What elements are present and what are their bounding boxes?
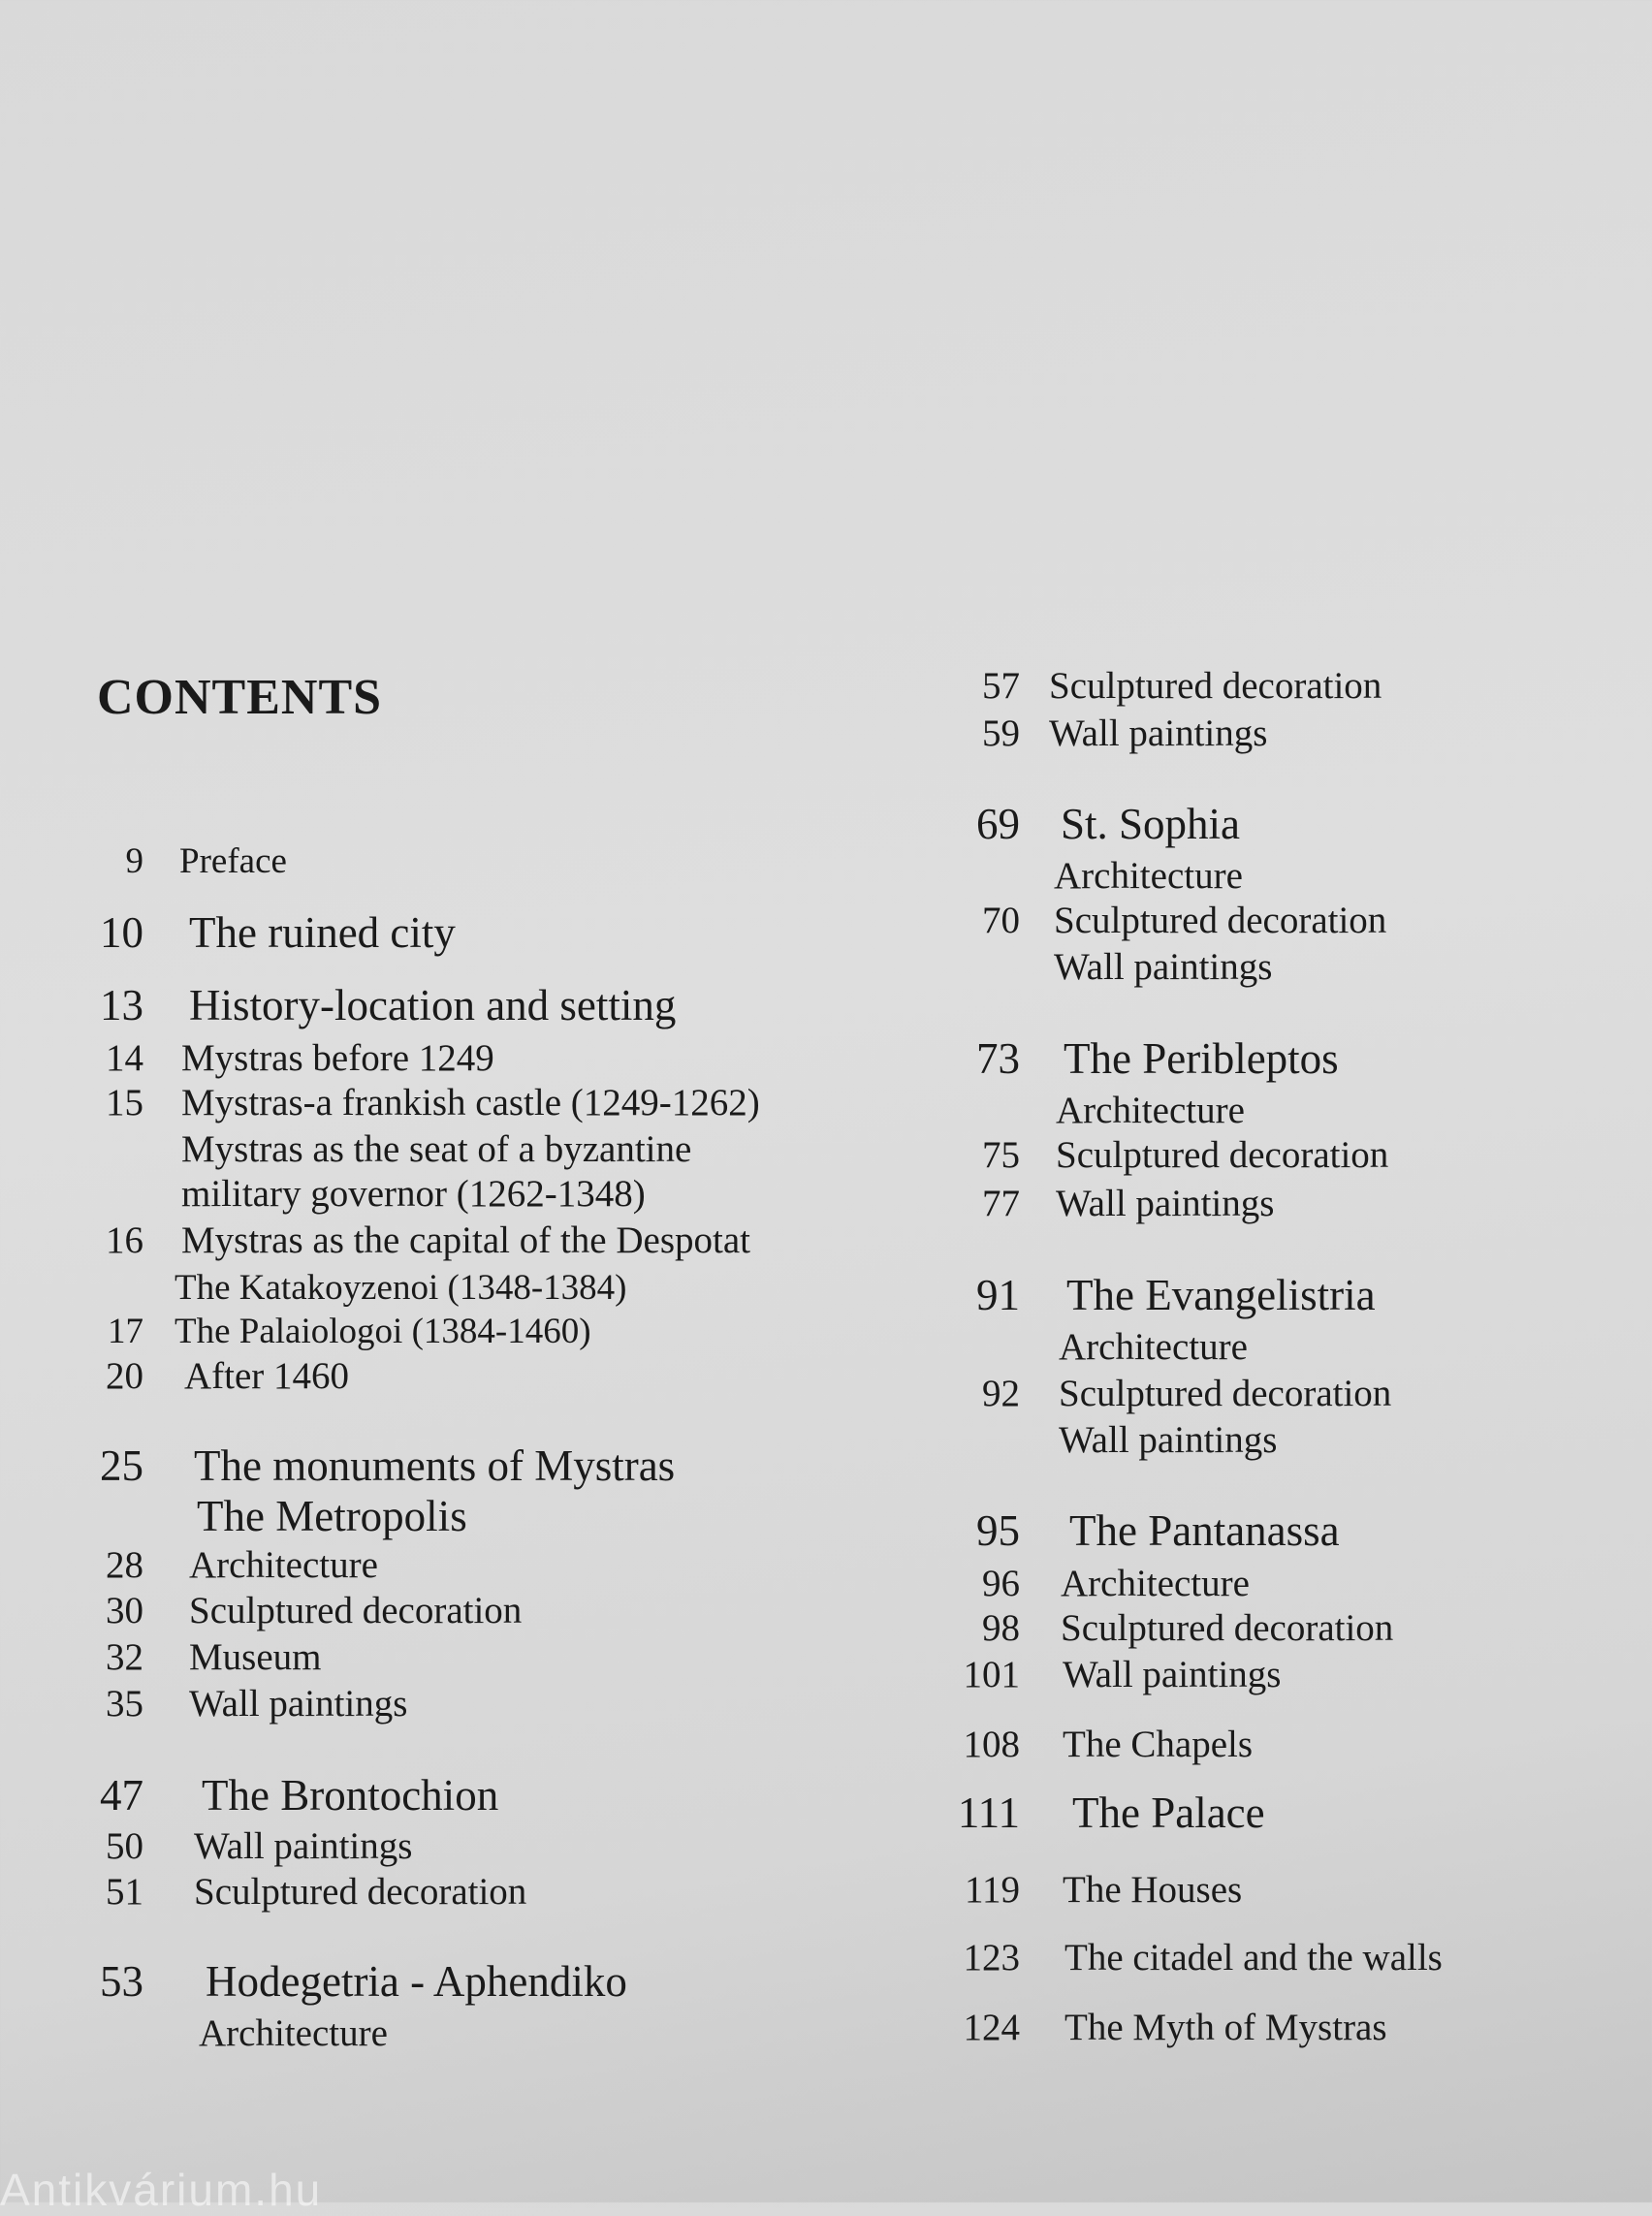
toc-entry-title: The Houses: [1063, 1869, 1243, 1911]
toc-entry-title: After 1460: [184, 1355, 350, 1397]
toc-page-number: 20: [106, 1355, 143, 1397]
toc-entry-title: Architecture: [1056, 1090, 1245, 1131]
toc-entry-title: The Katakoyzenoi (1348-1384): [175, 1268, 627, 1308]
toc-page-number: 92: [982, 1373, 1020, 1414]
toc-entry-title: The Palace: [1072, 1789, 1265, 1837]
toc-page-number: 10: [100, 908, 143, 957]
toc-page-number: 123: [963, 1937, 1020, 1979]
toc-entry-title: Wall paintings: [1049, 712, 1268, 754]
toc-page-number: 124: [963, 2007, 1020, 2048]
toc-page-number: 32: [106, 1636, 143, 1678]
toc-page-number: 51: [106, 1871, 143, 1913]
toc-entry-title: Sculptured decoration: [1061, 1607, 1394, 1649]
toc-entry-title: Sculptured decoration: [1059, 1373, 1392, 1414]
toc-page-number: 47: [100, 1771, 143, 1820]
toc-page-number: 57: [982, 665, 1020, 707]
toc-entry-title: Wall paintings: [1063, 1654, 1282, 1695]
toc-entry-title: The Palaiologoi (1384-1460): [175, 1312, 591, 1351]
toc-entry-title: Sculptured decoration: [1054, 900, 1387, 941]
toc-entry-title: Wall paintings: [189, 1683, 408, 1725]
toc-page-number: 95: [976, 1506, 1020, 1555]
toc-entry-title: Wall paintings: [1056, 1183, 1275, 1224]
toc-entry-title: Architecture: [1061, 1563, 1250, 1604]
contents-heading: CONTENTS: [97, 670, 383, 725]
toc-entry-title: Sculptured decoration: [194, 1871, 527, 1913]
toc-page-number: 30: [106, 1590, 143, 1631]
toc-page-number: 101: [963, 1654, 1020, 1695]
toc-entry-title: Architecture: [199, 2012, 388, 2054]
toc-page-number: 108: [963, 1724, 1020, 1765]
toc-entry-title: The Brontochion: [202, 1771, 499, 1820]
toc-page-number: 59: [982, 712, 1020, 754]
toc-entry-title: The citadel and the walls: [1064, 1937, 1443, 1979]
toc-entry-title: The Chapels: [1063, 1724, 1254, 1765]
toc-entry-title: The Myth of Mystras: [1064, 2007, 1387, 2048]
toc-entry-title: Sculptured decoration: [1049, 665, 1382, 707]
toc-entry-title: St. Sophia: [1061, 800, 1241, 848]
toc-page-number: 119: [964, 1869, 1020, 1911]
toc-entry-title: Architecture: [1059, 1326, 1248, 1368]
toc-page-number: 53: [100, 1957, 143, 2006]
toc-entry-title: Mystras as the seat of a byzantine: [181, 1128, 692, 1170]
toc-entry-title: Sculptured decoration: [1056, 1134, 1389, 1176]
toc-entry-title: Architecture: [189, 1544, 378, 1586]
toc-page-number: 98: [982, 1607, 1020, 1649]
toc-page-number: 17: [108, 1312, 143, 1351]
toc-page-number: 111: [957, 1789, 1020, 1837]
toc-entry-title: The Evangelistria: [1066, 1271, 1376, 1319]
toc-entry-title: The Pantanassa: [1069, 1506, 1340, 1555]
toc-page-number: 73: [976, 1034, 1020, 1083]
toc-entry-title: Preface: [179, 841, 287, 881]
watermark-text: Antikvárium.hu: [0, 2165, 323, 2215]
toc-entry-title: Mystras before 1249: [181, 1037, 494, 1079]
toc-page-number: 77: [982, 1183, 1020, 1224]
toc-page-number: 96: [982, 1563, 1020, 1604]
toc-entry-title: Wall paintings: [1059, 1419, 1278, 1461]
toc-entry-title: The monuments of Mystras: [194, 1441, 676, 1490]
toc-page-number: 13: [100, 981, 143, 1029]
toc-entry-title: History-location and setting: [189, 981, 677, 1029]
toc-entry-title: Architecture: [1054, 855, 1243, 897]
toc-entry-title: Hodegetria - Aphendiko: [206, 1957, 627, 2006]
toc-page-number: 28: [106, 1544, 143, 1586]
toc-page-number: 70: [982, 900, 1020, 941]
toc-entry-title: Mystras-a frankish castle (1249-1262): [181, 1082, 760, 1124]
toc-page-number: 14: [106, 1037, 143, 1079]
toc-page-number: 69: [976, 800, 1020, 848]
toc-page-number: 75: [982, 1134, 1020, 1176]
toc-page-number: 91: [976, 1271, 1020, 1319]
toc-entry-title: The ruined city: [189, 908, 456, 957]
toc-entry-title: Sculptured decoration: [189, 1590, 523, 1631]
toc-entry-title: military governor (1262-1348): [181, 1173, 646, 1215]
toc-entry-title: Mystras as the capital of the Despotat: [181, 1219, 750, 1261]
toc-page-number: 50: [106, 1825, 143, 1867]
toc-page-number: 15: [106, 1082, 143, 1124]
toc-entry-title: Museum: [189, 1636, 322, 1678]
toc-entry-title: Wall paintings: [1054, 946, 1273, 988]
toc-entry-title: The Metropolis: [197, 1492, 467, 1540]
toc-page-number: 16: [106, 1219, 143, 1261]
toc-page-number: 9: [125, 841, 143, 881]
toc-page-number: 25: [100, 1441, 143, 1490]
toc-entry-title: The Peribleptos: [1064, 1034, 1339, 1083]
toc-entry-title: Wall paintings: [194, 1825, 413, 1867]
toc-page-number: 35: [106, 1683, 143, 1725]
